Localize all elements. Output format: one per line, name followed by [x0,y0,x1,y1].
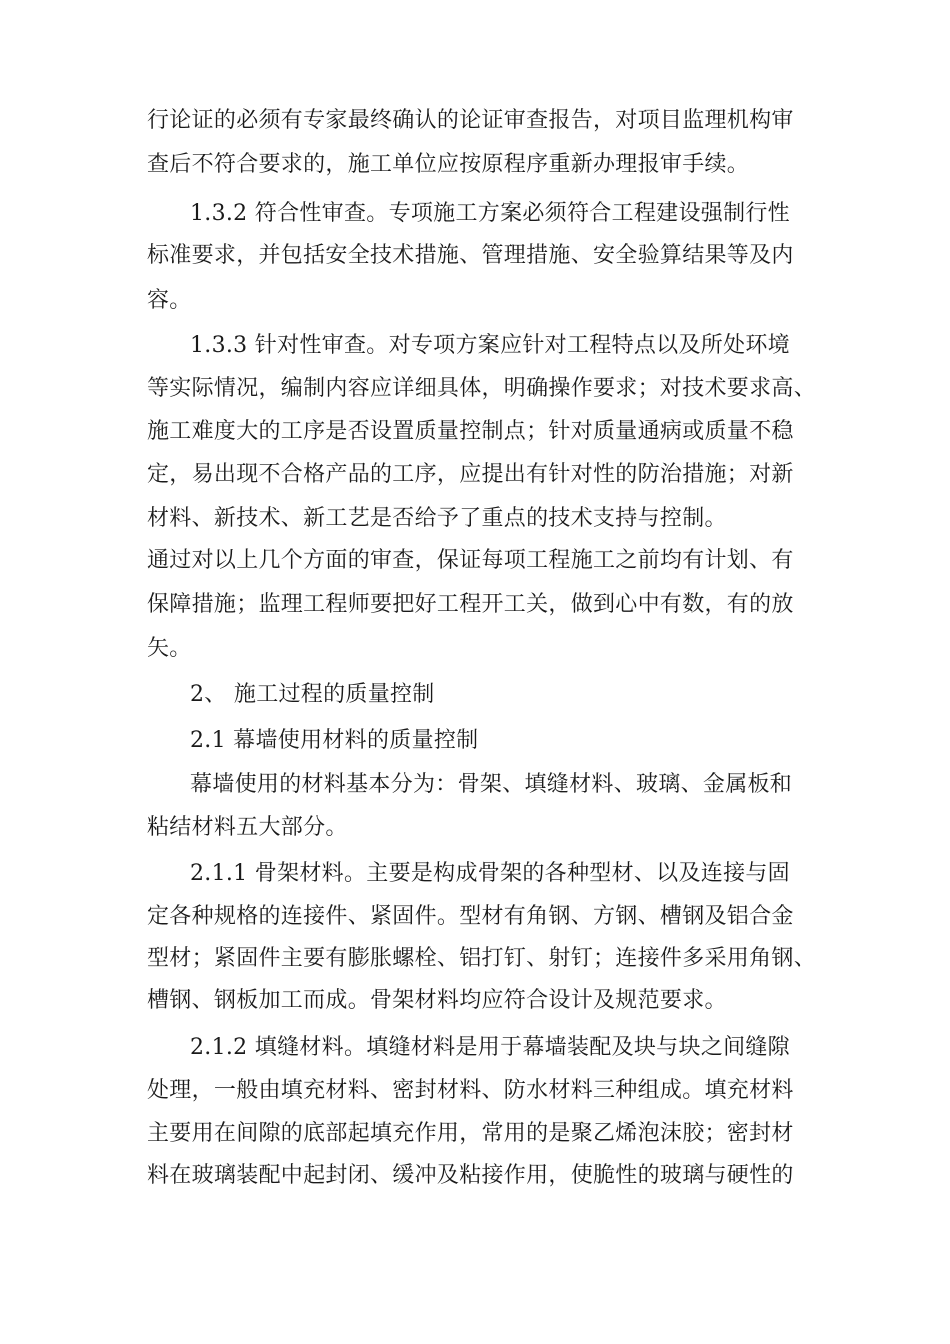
text-line: 2.1.2 填缝材料。填缝材料是用于幕墙装配及块与块之间缝隙 [190,1035,790,1060]
text-line: 矢。 [147,636,192,661]
text-line: 1.3.3 针对性审查。对专项方案应针对工程特点以及所处环境 [190,333,790,358]
text-line: 标准要求，并包括安全技术措施、管理措施、安全验算结果等及内 [147,243,794,268]
text-line: 等实际情况，编制内容应详细具体，明确操作要求；对技术要求高、 [147,376,817,401]
text-line: 1.3.2 符合性审查。专项施工方案必须符合工程建设强制行性 [190,201,790,226]
text-line: 通过对以上几个方面的审查，保证每项工程施工之前均有计划、有 [147,548,794,573]
text-line: 料在玻璃装配中起封闭、缓冲及粘接作用，使脆性的玻璃与硬性的 [147,1163,794,1188]
text-line: 保障措施；监理工程师要把好工程开工关，做到心中有数，有的放 [147,592,794,617]
text-line: 容。 [147,288,192,313]
text-line: 材料、新技术、新工艺是否给予了重点的技术支持与控制。 [147,506,727,531]
text-line: 粘结材料五大部分。 [147,815,348,840]
text-line: 查后不符合要求的，施工单位应按原程序重新办理报审手续。 [147,152,750,177]
text-line: 主要用在间隙的底部起填充作用，常用的是聚乙烯泡沫胶；密封材 [147,1121,794,1146]
text-line: 型材；紧固件主要有膨胀螺栓、铝打钉、射钉；连接件多采用角钢、 [147,946,817,971]
text-line: 幕墙使用的材料基本分为：骨架、填缝材料、玻璃、金属板和 [190,772,793,797]
text-line: 定各种规格的连接件、紧固件。型材有角钢、方钢、槽钢及铝合金 [147,904,794,929]
text-line: 定，易出现不合格产品的工序，应提出有针对性的防治措施；对新 [147,462,794,487]
text-line: 槽钢、钢板加工而成。骨架材料均应符合设计及规范要求。 [147,988,727,1013]
text-line: 行论证的必须有专家最终确认的论证审查报告，对项目监理机构审 [147,108,794,133]
subsection-heading: 2.1 幕墙使用材料的质量控制 [190,728,479,753]
text-line: 施工难度大的工序是否设置质量控制点；针对质量通病或质量不稳 [147,419,794,444]
section-heading: 2、 施工过程的质量控制 [190,682,435,707]
text-line: 2.1.1 骨架材料。主要是构成骨架的各种型材、以及连接与固 [190,861,790,886]
text-line: 处理，一般由填充材料、密封材料、防水材料三种组成。填充材料 [147,1078,794,1103]
